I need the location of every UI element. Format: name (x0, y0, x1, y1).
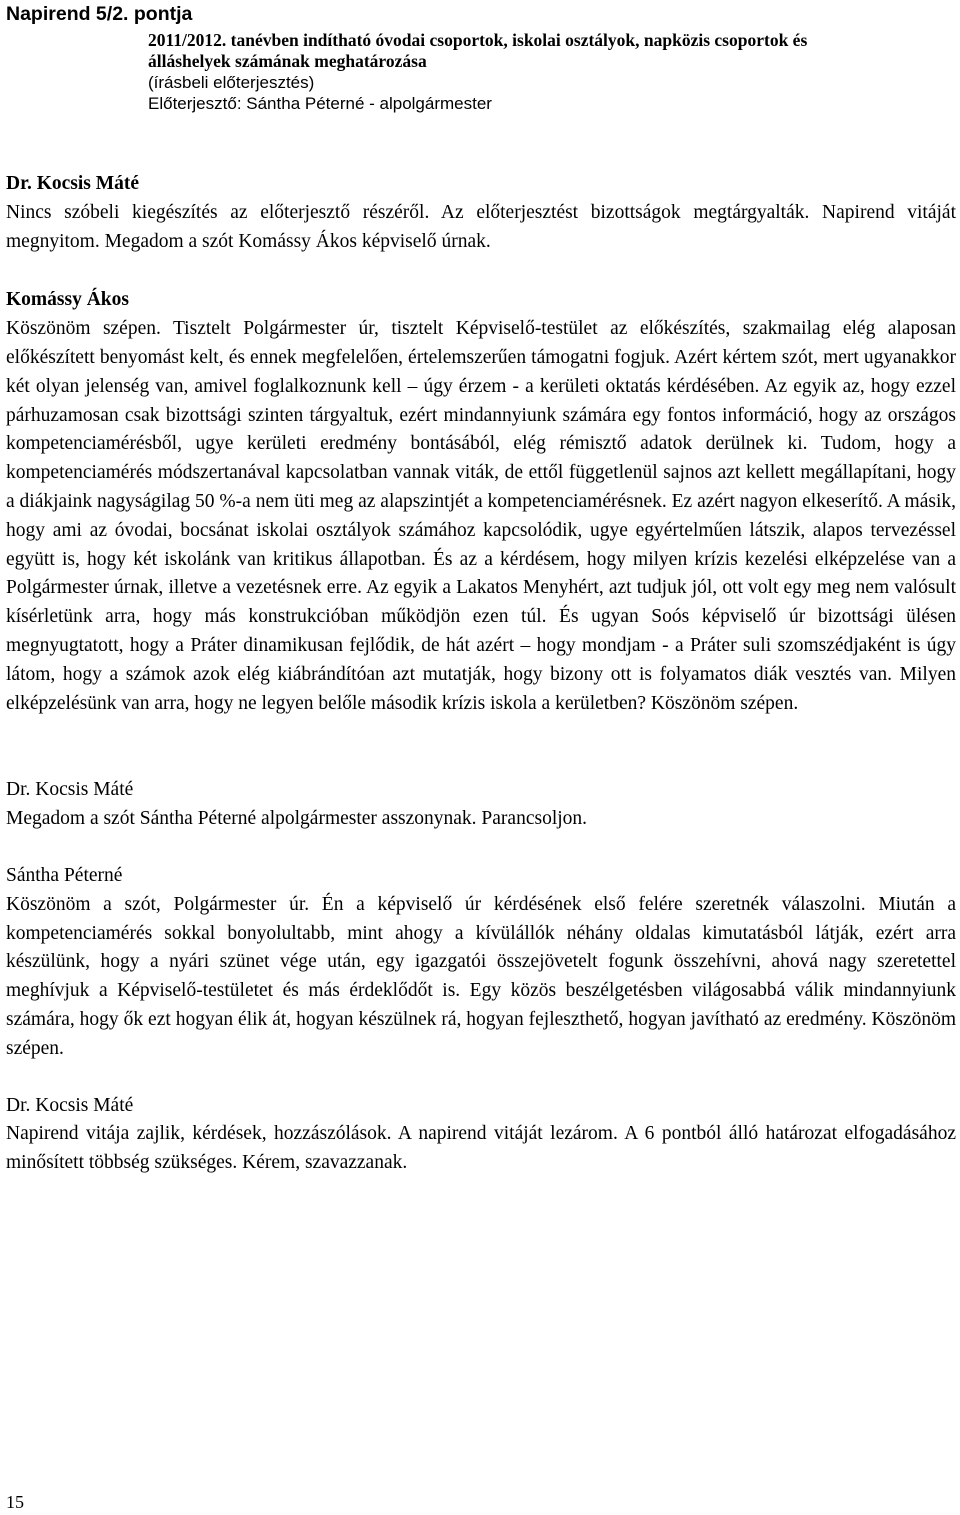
speech-text: Köszönöm szépen. Tisztelt Polgármester úr, tisztelt Képviselő-testület az előkészítés, szakmailag elég alaposan előkészített benyomást kelt, és ennek megfelelően, értelemszerűen támogatni fogjuk. Azért kértem szót, mert ugyanakkor két olyan jelenség van, amivel foglalkoznunk kell – úgy érzem - a kerületi oktatás kérdésében. Az egyik az, hogy ezzel párhuzamosan csak bizottsági szinten tárgyaltuk, ezért mindannyiunk számára egy fontos információ, hogy az országos kompetenciamérésből, ugye kerületi eredmény bontásából, elég rémisztő adatok derülnek ki. Tudom, hogy a kompetenciamérés módszertanával kapcsolatban vannak viták, de ettől függetlenül sajnos azt kellett megállapítani, hogy a diákjaink nagyságilag 50 %-a nem üti meg az alapszintjét a kompetenciamérésnek. Ez azért nagyon elkeserítő. A másik, hogy ami az óvodai, bocsánat iskolai osztályok számához kapcsolódik, ugye egyértelműen látszik, alapos tervezéssel együtt is, hogy két iskolánk van kritikus állapotban. És az a kérdésem, hogy milyen krízis kezelési elképzelése van a Polgármester úrnak, illetve a vezetésnek erre. Az egyik a Lakatos Menyhért, azt tudjuk jól, ott volt egy meg nem valósult kísérletünk arra, hogy más konstrukcióban működjön ezen túl. És ugyan Soós képviselő úr bizottsági ülésen megnyugtatott, hogy a Práter dinamikusan fejlődik, de hát azért – hogy mondjam - a Práter suli szomszédjaként is úgy látom, hogy a számok azok elég kiábrándítóan azt mutatják, hogy bizony ott is folyamatos diák vesztés van. Milyen elképzelésünk van arra, hogy ne legyen belőle második krízis iskola a kerületben? Köszönöm szépen. (6, 318, 956, 714)
speaker-name: Sántha Péterné (6, 864, 123, 886)
paragraph-spacer (6, 834, 956, 862)
speaker-name: Dr. Kocsis Máté (6, 173, 140, 194)
paragraph-spacer (6, 256, 956, 286)
speech-text: Napirend vitája zajlik, kérdések, hozzászólások. A napirend vitáját lezárom. A 6 pontból álló határozat elfogadásához minősített többség szükséges. Kérem, szavazzanak. (6, 1123, 956, 1174)
presenter-line: Előterjesztő: Sántha Péterné - alpolgármester (148, 94, 492, 113)
agenda-topic-line-2: álláshelyek számának meghatározása (148, 51, 427, 71)
agenda-topic-line-1: 2011/2012. tanévben indítható óvodai csoportok, iskolai osztályok, napközis csoportok és (148, 30, 808, 50)
speech-text: Nincs szóbeli kiegészítés az előterjesztő részéről. Az előterjesztést bizottságok megtárgyalták. Napirend vitáját megnyitom. Megadom a szót Komássy Ákos képviselő úrnak. (6, 201, 956, 252)
speech-text: Köszönöm a szót, Polgármester úr. Én a képviselő úr kérdésének első felére szeretnék válaszolni. Miután a kompetenciamérés sokkal bonyolultabb, mint ahogy a kívülállók néhány oldalas kimutatásból látják, ezért arra készülünk, hogy a nyári szünet vége után, egy igazgatói összejövetelt fogunk összehívni, ahová nagy szeretettel meghívjuk a Képviselő-testületet és más érdeklődőt is. Egy közös beszélgetésben világosabbá válik mindannyiunk számára, hogy ők ezt hogyan élik át, hogyan készülnek rá, hogyan fejleszthető, hogyan javítható az eredmény. Köszönöm szépen. (6, 893, 956, 1059)
agenda-header (6, 2, 956, 114)
speaker-name: Komássy Ákos (6, 289, 129, 311)
paragraph-spacer (6, 1064, 956, 1092)
speech-text: Megadom a szót Sántha Péterné alpolgármester asszonynak. Parancsoljon. (6, 808, 588, 830)
meeting-transcript (6, 170, 956, 1178)
speaker-name: Dr. Kocsis Máté (6, 779, 134, 801)
agenda-topic-block (148, 30, 956, 114)
agenda-item-title: Napirend 5/2. pontja (6, 3, 193, 25)
submission-type: (írásbeli előterjesztés) (148, 73, 315, 92)
page-number: 15 (6, 1492, 24, 1512)
speaker-name: Dr. Kocsis Máté (6, 1094, 134, 1116)
paragraph-spacer (6, 718, 956, 776)
